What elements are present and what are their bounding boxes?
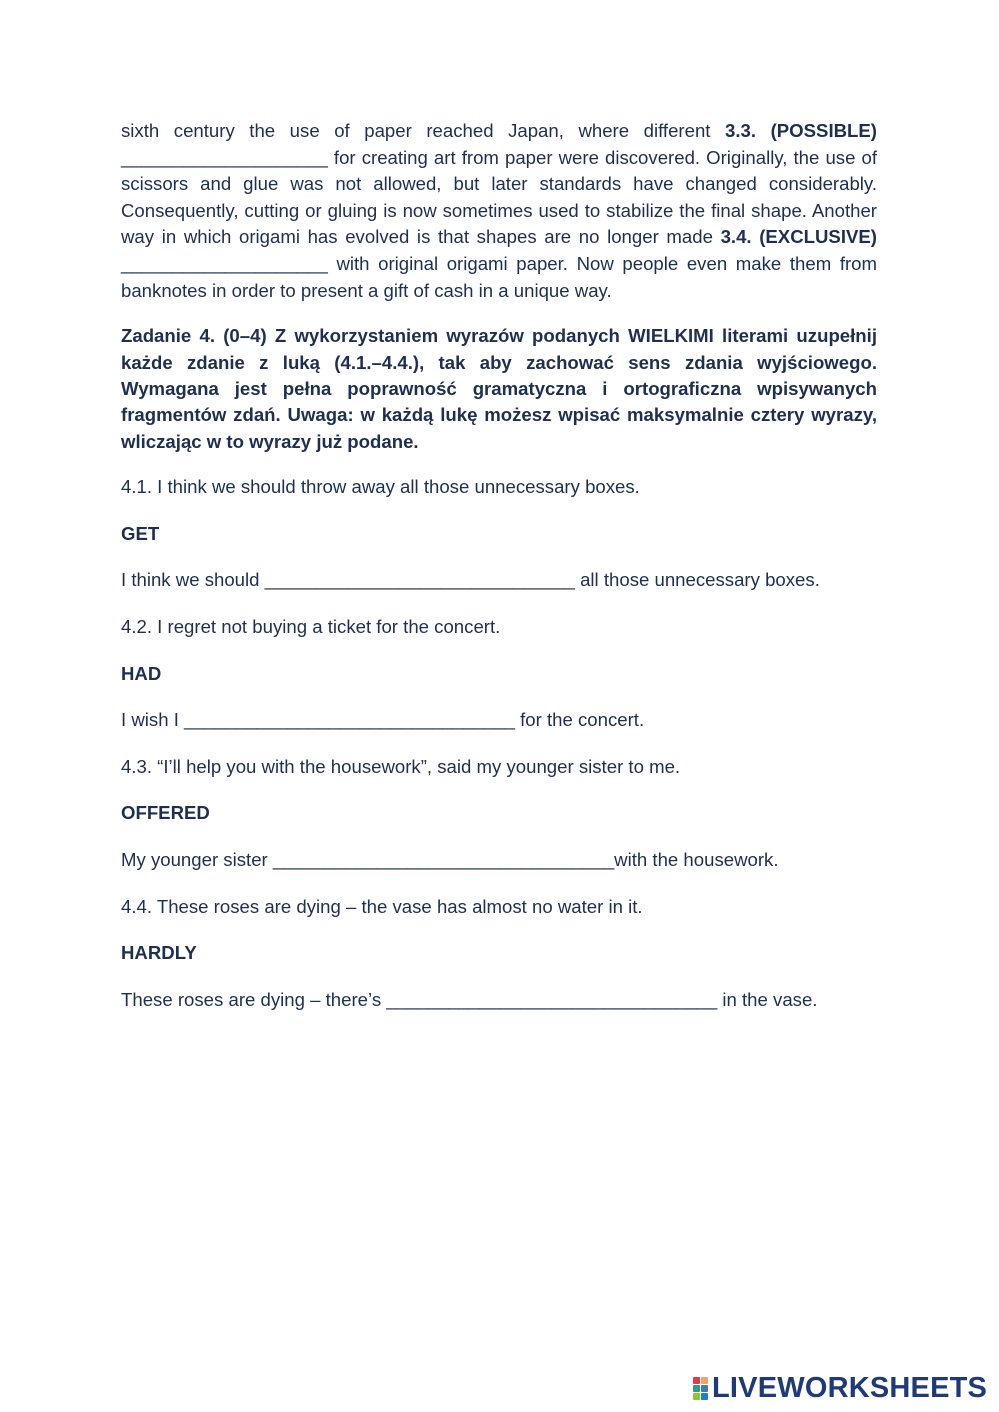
gap-3-3-label: 3.3. (POSSIBLE) — [725, 120, 877, 141]
reading-paragraph — [121, 118, 877, 304]
reading-text-part-3: with original origami paper. Now people even make them from banknotes in order to present a gift of cash in a unique way. — [121, 252, 878, 301]
logo-square — [701, 1393, 708, 1400]
question-4-3-prompt: 4.3. “I’ll help you with the housework”, said my younger sister to me. — [121, 755, 681, 777]
logo-square — [701, 1377, 708, 1384]
question-4-4-keyword: HARDLY — [121, 942, 197, 964]
liveworksheets-logo-icon — [693, 1377, 708, 1400]
question-4-4-answer-line — [121, 987, 877, 1014]
worksheet-page — [121, 118, 877, 1013]
reading-text-part-1: sixth century the use of paper reached Japan, where different — [121, 120, 711, 141]
question-4-3-after: with the housework. — [614, 848, 779, 870]
question-4-1-keyword: GET — [121, 522, 160, 544]
gap-3-3-blank[interactable]: ____________________ — [121, 146, 328, 168]
gap-3-4-blank[interactable]: ____________________ — [121, 252, 328, 274]
logo-square — [701, 1385, 708, 1392]
question-4-1-before: I think we should — [121, 569, 265, 591]
reading-text-part-2: for creating art from paper were discovered. Originally, the use of scissors and glue was not allowed, but later standards have changed considerably. Consequently, cutting or gluing is now sometimes used to stabilize the final shape. Another way in which origami has evolved is that shapes are no longer made — [121, 146, 878, 248]
question-4-2-before: I wish I — [121, 709, 185, 731]
question-4-3-before: My younger sister — [121, 848, 273, 870]
logo-square — [693, 1385, 700, 1392]
question-4-2-blank[interactable]: ________________________________ — [184, 709, 515, 731]
question-4-2-after: for the concert. — [514, 709, 645, 731]
task-4-instruction: Zadanie 4. (0–4) Z wykorzystaniem wyrazów podanych WIELKIMI literami uzupełnij każde zdanie z luką (4.1.–4.4.), tak aby zachować sens zdania wyjściowego. Wymagana jest pełna poprawność gramatyczna i ortograficzna wpisywanych fragmentów zdań. Uwaga: w każdą lukę możesz wpisać maksymalnie cztery wyrazy, wliczając w to wyrazy już podane. — [121, 325, 877, 452]
question-4-2-keyword: HAD — [121, 662, 162, 684]
question-4-4-after: in the vase. — [717, 988, 818, 1010]
liveworksheets-logo — [693, 1371, 988, 1404]
logo-square — [693, 1393, 700, 1400]
logo-text: LIVEWORKSHEETS — [712, 1371, 988, 1404]
question-4-3-answer-line — [121, 847, 877, 874]
question-4-2-answer-line — [121, 707, 877, 734]
logo-square — [693, 1377, 700, 1384]
question-4-1-answer-line — [121, 567, 877, 594]
question-4-4-blank[interactable]: ________________________________ — [386, 988, 718, 1010]
question-4-3-blank[interactable]: _________________________________ — [272, 848, 615, 870]
question-4-1-prompt: 4.1. I think we should throw away all those unnecessary boxes. — [121, 476, 640, 498]
question-4-3-keyword: OFFERED — [121, 802, 210, 824]
question-4-4-before: These roses are dying – there’s — [121, 988, 387, 1010]
question-4-2-prompt: 4.2. I regret not buying a ticket for the concert. — [121, 615, 501, 637]
gap-3-4-label: 3.4. (EXCLUSIVE) — [720, 226, 877, 248]
question-4-1-after: all those unnecessary boxes. — [574, 569, 820, 591]
question-4-1-blank[interactable]: ______________________________ — [264, 569, 575, 591]
question-4-4-prompt: 4.4. These roses are dying – the vase has almost no water in it. — [121, 895, 643, 917]
